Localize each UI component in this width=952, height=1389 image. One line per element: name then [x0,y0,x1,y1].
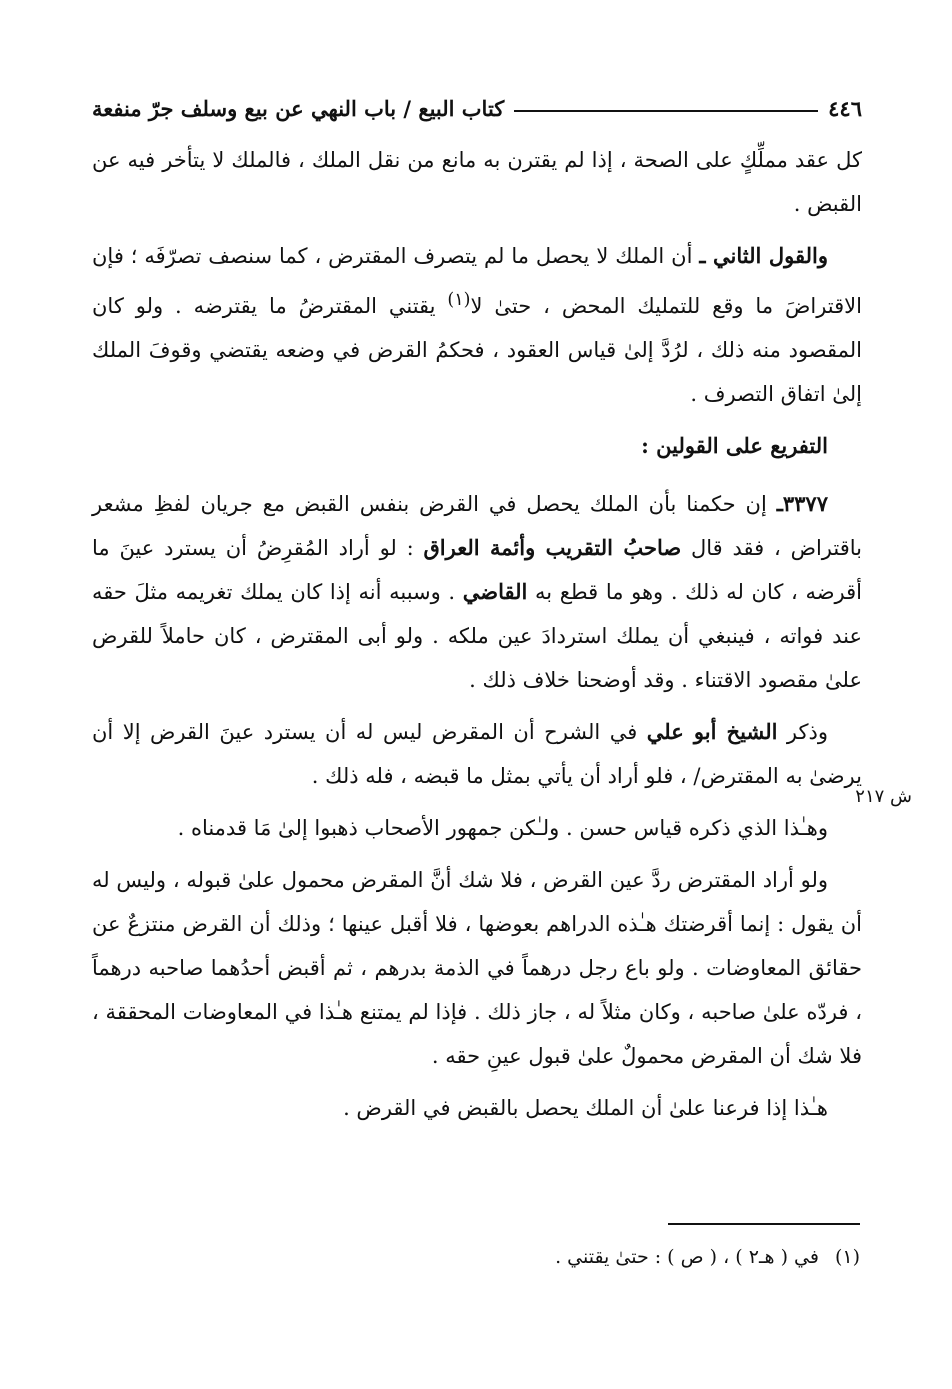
p4-text-1: وذكر [777,720,828,744]
main-text [92,138,862,1138]
p3-text-1: إن حكمنا بأن الملك يحصل في القرض بنفس القبض مع جريان لفظِ مشعر باقتراض ، فقد قال [92,492,863,560]
margin-page-marker: ش ٢١٧ [855,786,912,807]
section-heading: التفريع على القولين : [641,433,828,458]
footnote-number: (١) [834,1246,860,1268]
p4-bold-1: الشيخ أبو علي [646,719,778,744]
running-title: كتاب البيع / باب النهي عن بيع وسلف جرّ منفعة [92,95,505,121]
paragraph-second-opinion [92,234,862,416]
footnote-ref: (١) [447,290,471,310]
paragraph-abu-ali [92,710,862,798]
paragraph-analogy: وهـٰذا الذي ذكره قياس حسن . ولـٰكن جمهور الأصحاب ذهبوا إلىٰ مَا قدمناه . [177,816,828,840]
paragraph-3377 [92,482,862,702]
opinion-text-continued: يقتني المقترضُ ما يقترضه . ولو كان المقصود منه ذلك ، لرُدَّ إلىٰ قياس العقود ، فحكمُ القرض في وضعه يقتضي وقوفَ الملك إلىٰ اتفاق التصرف . [92,294,862,406]
header-rule [514,110,818,112]
p3-text-2: : لو أراد المُقرِضُ أن يسترد عينَ ما أقرضه ، كان له ذلك . وهو ما قطع به [92,536,863,604]
footnote-text: في ( هـ٢ ) ، ( ص ) : حتىٰ يقتني . [555,1246,819,1268]
paragraph-continuation: كل عقد مملِّكٍ على الصحة ، إذا لم يقترن به مانع من نقل الملك ، فالملك لا يتأخر فيه عن القبض . [92,148,862,216]
p3-bold-1: صاحبُ التقريب وأئمة العراق [423,535,682,560]
opinion-lead: والقول الثاني ـ [699,243,828,268]
footnote [555,1246,860,1268]
footnote-divider [668,1223,860,1225]
p4-text-2: في الشرح أن المقرض ليس له أن يسترد عينَ القرض إلا أن يرضىٰ به المقترض/ ، فلو أراد أن يأتي بمثل ما قبضه ، فله ذلك . [92,720,862,788]
running-header [92,88,862,128]
paragraph-number: ٣٣٧٧ـ [776,491,828,516]
paragraph-conclusion: هـٰذا إذا فرعنا علىٰ أن الملك يحصل بالقبض في القرض . [343,1096,828,1120]
paragraph-return-loan: ولو أراد المقترض ردَّ عين القرض ، فلا شك أنَّ المقرض محمول علىٰ قبوله ، وليس له أن يقول : إنما أقرضتك هـٰذه الدراهم بعوضها ، فلا أقبل عينها ؛ وذلك أن القرض منتزعٌ عن حقائق المعاوضات . ولو باع رجل درهماً في الذمة بدرهم ، ثم أقبض أحدُهما صاحبه درهماً ، فردّه علىٰ صاحبه ، وكان مثلاً له ، جاز ذلك . فإذا لم يمتنع هـٰذا في المعاوضات المحققة ، فلا شك أن المقرض محمولٌ علىٰ قبول عينِ حقه . [92,868,862,1068]
p3-bold-2: القاضي [462,579,528,604]
opinion-text: أن الملك لا يحصل ما لم يتصرف المقترض ، كما سنصف تصرّفَه ؛ فإن الاقتراضَ ما وقع للتمليك المحض ، حتىٰ لا [92,244,862,318]
page-number: ٤٤٦ [828,95,862,121]
p3-text-3: . وسببه أنه إذا كان يملك تغريمه مثلَ حقه عند فواته ، فينبغي أن يملك استردادَ عين ملكه . ولو أبى المقترض ، كان حاملاً للقرض علىٰ مقصود الاقتناء . وقد أوضحنا خلاف ذلك . [92,580,862,692]
